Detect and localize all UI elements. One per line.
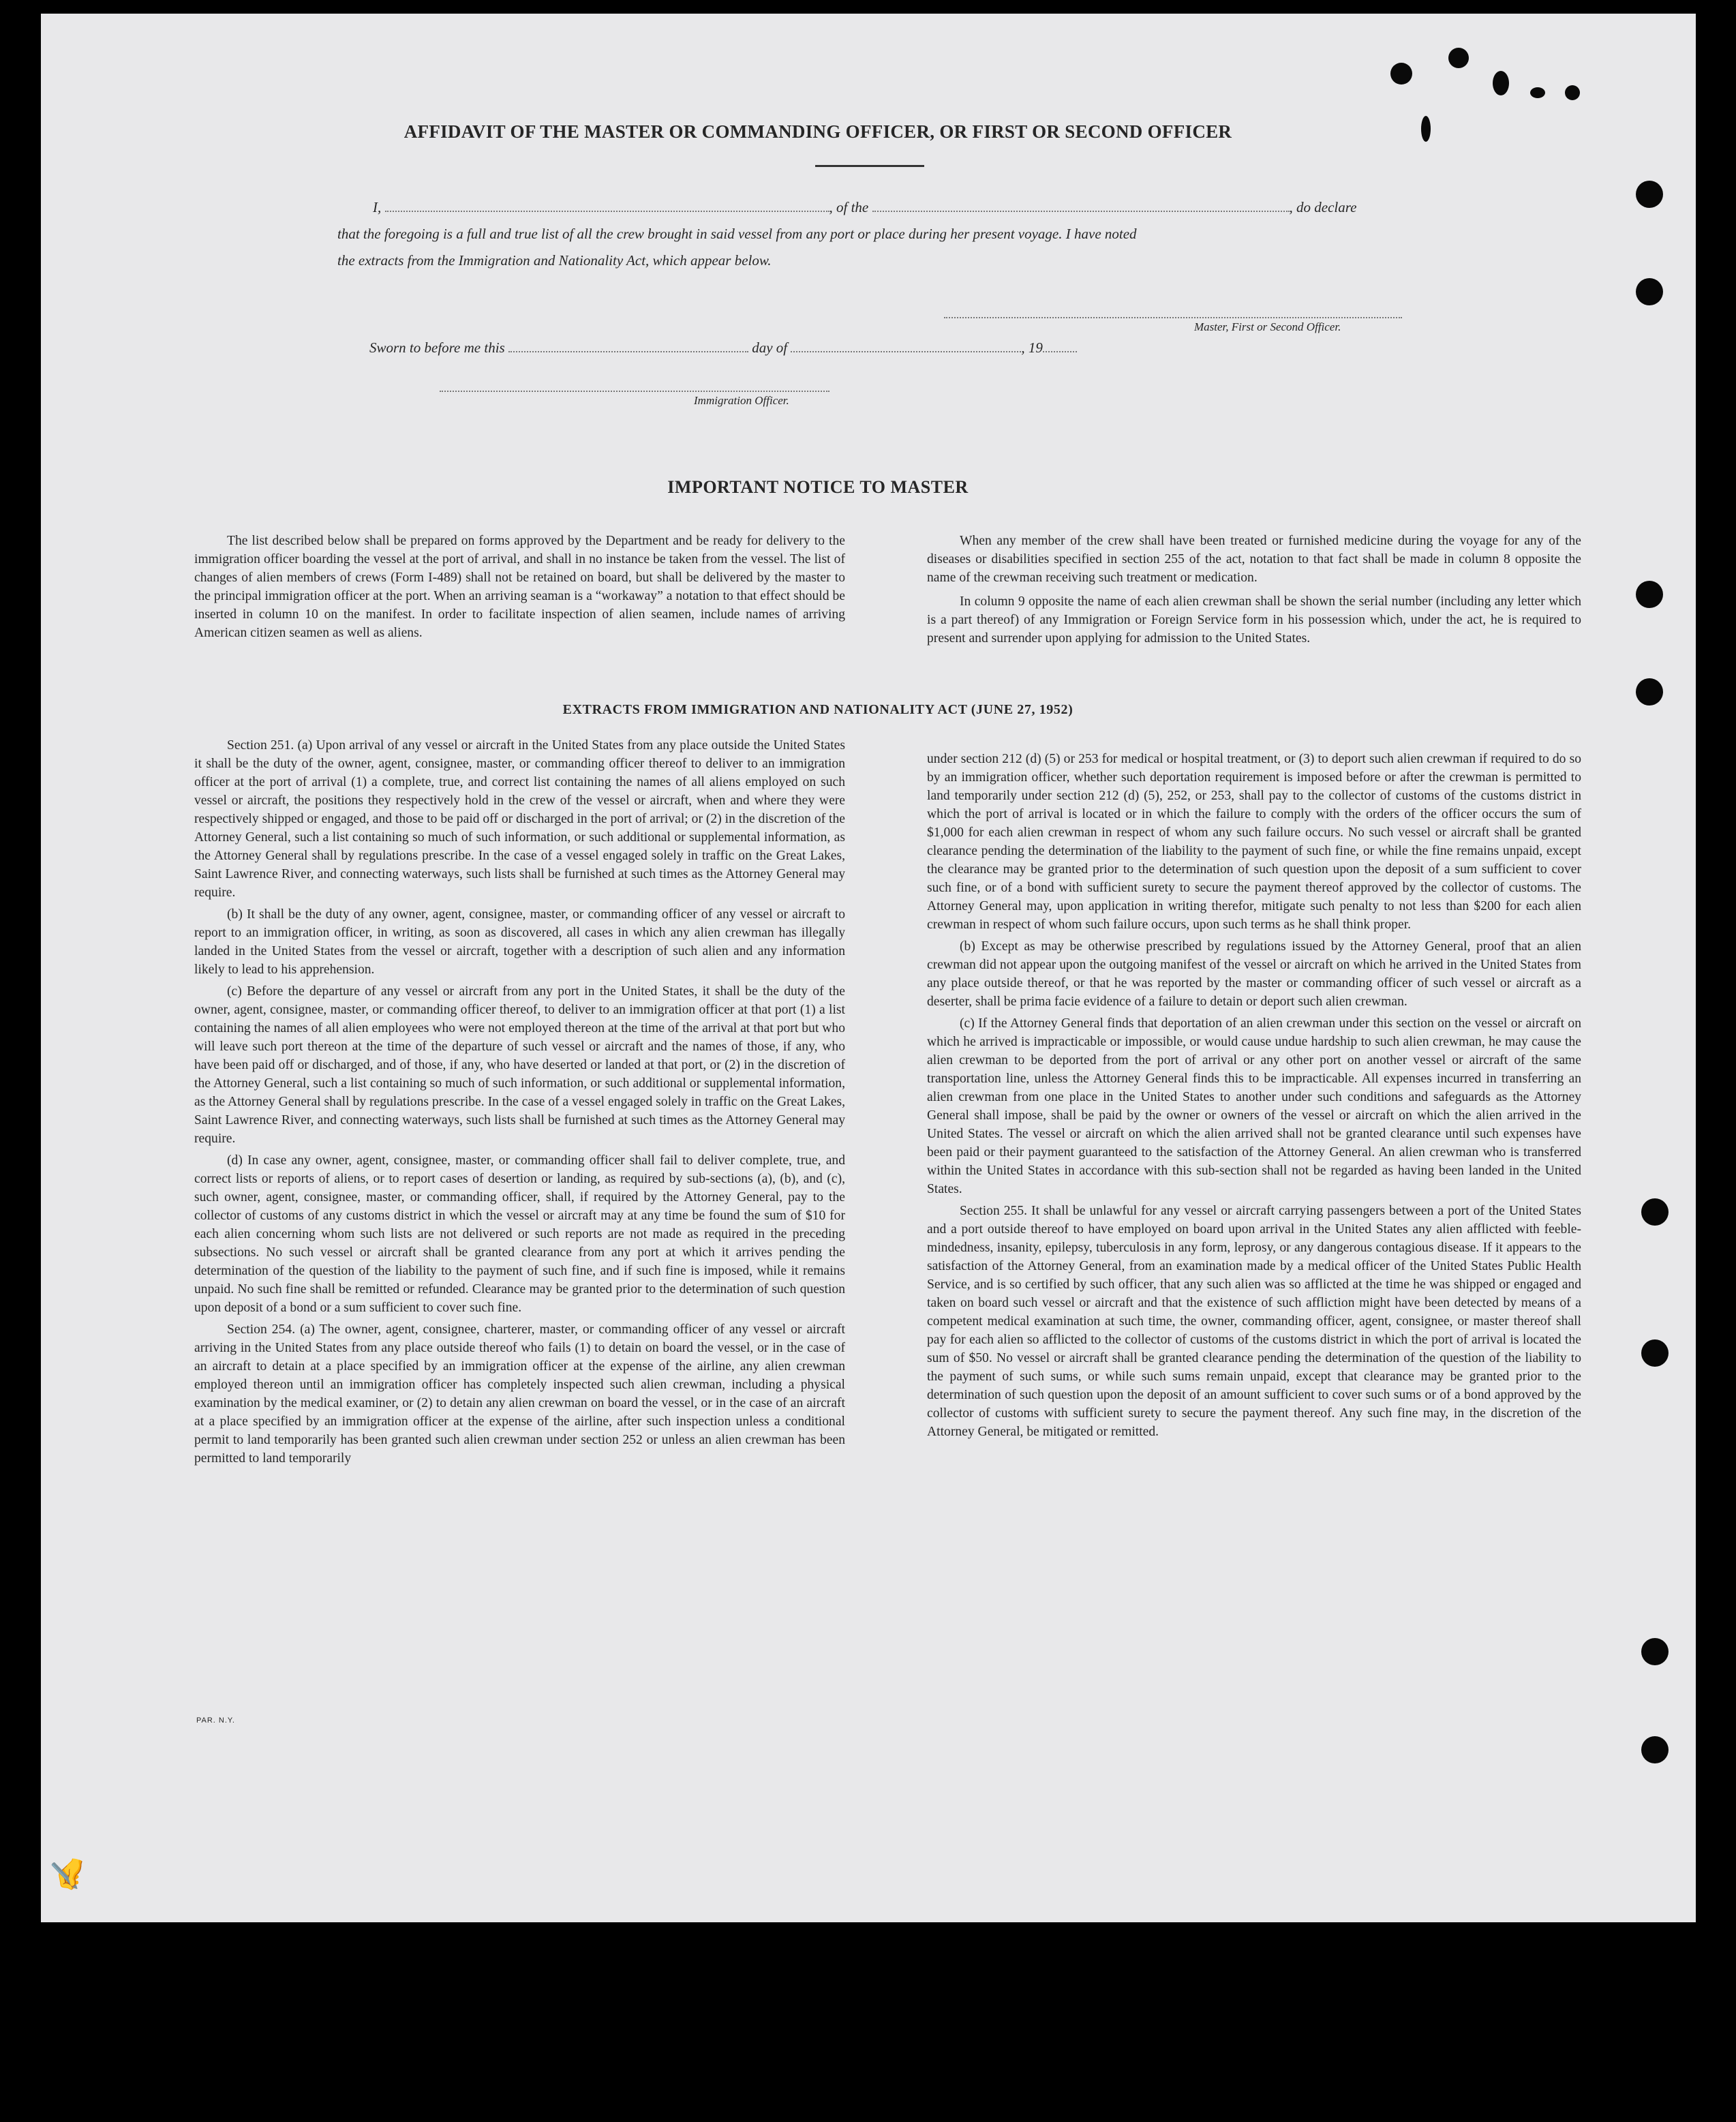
ink-spot bbox=[1565, 85, 1580, 100]
declaration-line bbox=[373, 199, 1356, 216]
punch-hole bbox=[1641, 1638, 1669, 1665]
punch-hole bbox=[1636, 581, 1663, 608]
notice-right-column bbox=[927, 532, 1581, 651]
sworn-year-field[interactable] bbox=[1043, 350, 1077, 352]
statement-line-2: the extracts from the Immigration and Nationality Act, which appear below. bbox=[337, 252, 772, 269]
name-field[interactable] bbox=[385, 210, 829, 212]
ink-spot bbox=[1448, 48, 1469, 68]
sworn-day-field[interactable] bbox=[508, 350, 748, 352]
extract-paragraph: (d) In case any owner, agent, consignee, master, or commanding officer shall fail to deliver complete, true, and correct lists or reports of aliens, or to report cases of desertion or landing, as required by sub-sections (a), (b), and (c), such owner, agent, consignee, master, or commanding officer, shall, if required by the Attorney General, pay to the collector of customs of any customs district in which the vessel or aircraft may at any time be found the sum of $10 for each alien concerning whom such lists are not delivered or such reports are not made as required in the preceding subsections. No such vessel or aircraft shall be granted clearance from any port at which it arrives pending the determination of the question of the liability to the payment of such fine, and if such fine is imposed, while it remains unpaid. No such fine shall be remitted or refunded. Clearance may be granted prior to the determination of such question upon deposit of a bond or a sum sufficient to cover such fine. bbox=[194, 1153, 845, 1315]
extract-paragraph: (c) Before the departure of any vessel or aircraft from any port in the United States, it shall be the duty of the owner, agent, consignee, master, or commanding officer thereof, to deliver to an immigration officer at that port (1) a list containing the names of all alien employees who were not employed thereon at the time of the arrival at that port but who will leave such port thereon at the time of the departure of such vessel or aircraft and the names of those, if any, who have been paid off or discharged, and of those, if any, who have deserted or landed at that port, or (2) in the discretion of the Attorney General, such a list containing so much of such information, or such additional or supplemental information, as the Attorney General shall by regulations prescribe. In the case of a vessel engaged solely in traffic on the Great Lakes, Saint Lawrence River, and connecting waterways, such lists shall be furnished at such times as the Attorney General may require. bbox=[194, 984, 845, 1146]
sworn-label: Sworn to before me this bbox=[369, 339, 505, 356]
extracts-left-column bbox=[194, 736, 845, 1471]
punch-hole bbox=[1641, 1339, 1669, 1367]
master-signature-line[interactable] bbox=[944, 317, 1402, 318]
extract-paragraph: Section 251. (a) Upon arrival of any vessel or aircraft in the United States from any place outside the United States it shall be the duty of the owner, agent, consignee, master, or commanding officer thereof to deliver to an immigration officer at the port of arrival (1) a complete, true, and correct list containing the names of all aliens employed on such vessel or aircraft, the positions they respectively hold in the crew of the vessel or aircraft, when and where they were respectively shipped or engaged, and those to be paid off or discharged in the port of arrival; or (2) in the discretion of the Attorney General, such a list containing so much of such information, or such additional or supplemental information, as the Attorney General shall by regulations prescribe. In the case of a vessel engaged solely in traffic on the Great Lakes, Saint Lawrence River, and connecting waterways, such lists shall be furnished at such times as the Attorney General may require. bbox=[194, 738, 845, 900]
ink-spot bbox=[1493, 71, 1509, 95]
handwritten-mark: ✍ bbox=[46, 1851, 87, 1895]
extracts-right-column bbox=[927, 750, 1581, 1444]
extract-paragraph: (b) It shall be the duty of any owner, agent, consignee, master, or commanding officer of any vessel or aircraft to report to an immigration officer, in writing, as soon as discovered, all cases in which any alien crewman has illegally landed in the United States from the vessel or aircraft, together with a description of such alien and any information likely to lead to his apprehension. bbox=[194, 907, 845, 977]
statement-line-1: that the foregoing is a full and true list of all the crew brought in said vessel from any port or place during her present voyage. I have noted bbox=[337, 226, 1137, 242]
extract-paragraph: Section 254. (a) The owner, agent, consignee, charterer, master, or commanding officer of any vessel or aircraft arriving in the United States from any place outside thereof who fails (1) to detain on board the vessel, or in the case of an aircraft to detain at a place specified by an immigration officer at the expense of the airline, any alien crewman employed thereon until an immigration officer has completely inspected such alien crewman, including a physical examination by the medical examiner, or (2) to detain any alien crewman on board the vessel, or in the case of an aircraft at a place specified by an immigration officer at the expense of the airline, after such inspection unless a conditional permit to land temporarily has been granted such alien crewman under section 252 or unless an alien crewman has been permitted to land temporarily bbox=[194, 1322, 845, 1466]
ink-spot bbox=[1390, 63, 1412, 85]
year-prefix-label: , 19 bbox=[1021, 339, 1043, 356]
master-caption: Master, First or Second Officer. bbox=[1194, 320, 1341, 333]
ink-spot bbox=[1530, 87, 1545, 98]
document-page bbox=[41, 14, 1696, 1922]
punch-hole bbox=[1636, 181, 1663, 208]
notice-paragraph: The list described below shall be prepared on forms approved by the Department and be ready for delivery to the immigration officer boarding the vessel at the port of arrival, and shall in no instance be taken from the vessel. The list of changes of alien members of crews (Form I-489) shall not be retained on board, but shall be delivered by the master to the principal immigration officer at the port. When an arriving seaman is a “workaway” a notation to that effect should be inserted in column 10 on the manifest. In order to facilitate inspection of alien seamen, include names of arriving American citizen seamen as well as aliens. bbox=[194, 534, 845, 640]
notice-paragraph: In column 9 opposite the name of each alien crewman shall be shown the serial number (including any letter which is a part thereof) of any Immigration or Foreign Service form in his possession which, under the act, he is required to present and surrender upon applying for admission to the United States. bbox=[927, 594, 1581, 646]
extract-paragraph: under section 212 (d) (5) or 253 for medical or hospital treatment, or (3) to deport such alien crewman if required to do so by an immigration officer, whether such deportation requirement is imposed before or after the crewman is permitted to land temporarily under section 212 (d) (5), 252, or 253, shall pay to the collector of customs of the customs district in which the port of arrival is located or in which the failure to comply with the orders of the officer occurs the sum of $1,000 for each alien crewman in respect of whom any such failure occurs. No such vessel or aircraft shall be granted clearance pending the determination of the liability to the payment of such fine, or while the fine remains unpaid, except the clearance may be granted prior to the determination of such question upon the deposit of a sum sufficient to cover such fine, or of a bond with sufficient surety to secure the payment thereof approved by the collector of customs. The Attorney General may, upon application in writing therefor, mitigate such penalty to not less than $200 for each alien crewman in respect of whom such failure occurs, upon such terms as he shall think proper. bbox=[927, 752, 1581, 932]
title-rule bbox=[815, 165, 924, 167]
immigration-signature-line[interactable] bbox=[440, 391, 829, 392]
printer-mark: PAR. N.Y. bbox=[196, 1716, 235, 1725]
notice-title: IMPORTANT NOTICE TO MASTER bbox=[667, 477, 969, 497]
extract-paragraph: (b) Except as may be otherwise prescribed by regulations issued by the Attorney General, proof that an alien crewman did not appear upon the outgoing manifest of the vessel or aircraft on which he arrived in the United States from any place outside thereof, or that he was reported by the master or commanding officer of such vessel or aircraft as a deserter, shall be prima facie evidence of a failure to detain or deport such alien crewman. bbox=[927, 939, 1581, 1009]
punch-hole bbox=[1636, 278, 1663, 305]
punch-hole bbox=[1641, 1198, 1669, 1226]
notice-paragraph: When any member of the crew shall have been treated or furnished medicine during the voyage for any of the diseases or disabilities specified in section 255 of the act, notation to that fact shall be made in column 8 opposite the name of the crewman receiving such treatment or medication. bbox=[927, 534, 1581, 585]
vessel-field[interactable] bbox=[872, 210, 1290, 212]
extracts-title: EXTRACTS FROM IMMIGRATION AND NATIONALITY ACT (JUNE 27, 1952) bbox=[562, 702, 1073, 717]
affidavit-title: AFFIDAVIT OF THE MASTER OR COMMANDING OFFICER, OR FIRST OR SECOND OFFICER bbox=[403, 121, 1232, 142]
punch-hole bbox=[1636, 678, 1663, 706]
immigration-caption: Immigration Officer. bbox=[694, 394, 789, 407]
i-label: I, bbox=[373, 199, 382, 215]
extract-paragraph: (c) If the Attorney General finds that deportation of an alien crewman under this section on the vessel or aircraft on which he arrived is impracticable or impossible, or would cause undue hardship to such alien crewman, he may cause the alien crewman to be deported from the port of arrival or any other port on another vessel or aircraft of the same transportation line, unless the Attorney General finds this to be impracticable. All expenses incurred in transferring an alien crewman from one place in the United States to another under such conditions and safeguards as the Attorney General shall impose, shall be paid by the owner or owners of the vessel or aircraft on which the alien arrived in the United States. The vessel or aircraft on which the alien arrived shall not be granted clearance until such expenses have been paid or their payment guaranteed to the satisfaction of the Attorney General. An alien crewman who is transferred within the United States in accordance with this sub-section shall not be regarded as having been landed in the United States. bbox=[927, 1016, 1581, 1196]
notice-left-column bbox=[194, 532, 845, 646]
sworn-line bbox=[369, 339, 1077, 357]
day-of-label: day of bbox=[752, 339, 788, 356]
extract-paragraph: Section 255. It shall be unlawful for any vessel or aircraft carrying passengers between a port of the United States and a port outside thereof to have employed on board upon arrival in the United States any alien afflicted with feeble-mindedness, insanity, epilepsy, tuberculosis in any form, leprosy, or any dangerous contagious disease. If it appears to the satisfaction of the Attorney General, from an examination made by a medical officer of the United States Public Health Service, and is so certified by such officer, that any such alien was so afflicted at the time he was shipped or engaged and taken on board such vessel or aircraft and that the existence of such affliction might have been detected by means of a competent medical examination at such time, the owner, commanding officer, agent, consignee, or master thereof shall pay for each alien so afflicted to the collector of customs of the customs district in which the port of arrival is located the sum of $50. No vessel or aircraft shall be granted clearance pending the determination of the question of the liability to the payment of such sums, or while such sums remain unpaid, except that clearance may be granted prior to the determination of such question upon the deposit of an amount sufficient to cover such sums or of a bond approved by the collector of customs with sufficient surety to secure the payment thereof. Any such fine may, in the discretion of the Attorney General, be mitigated or remitted. bbox=[927, 1204, 1581, 1439]
punch-hole bbox=[1641, 1736, 1669, 1763]
do-declare-label: , do declare bbox=[1289, 199, 1357, 215]
of-the-label: , of the bbox=[829, 199, 869, 215]
sworn-month-field[interactable] bbox=[791, 350, 1021, 352]
